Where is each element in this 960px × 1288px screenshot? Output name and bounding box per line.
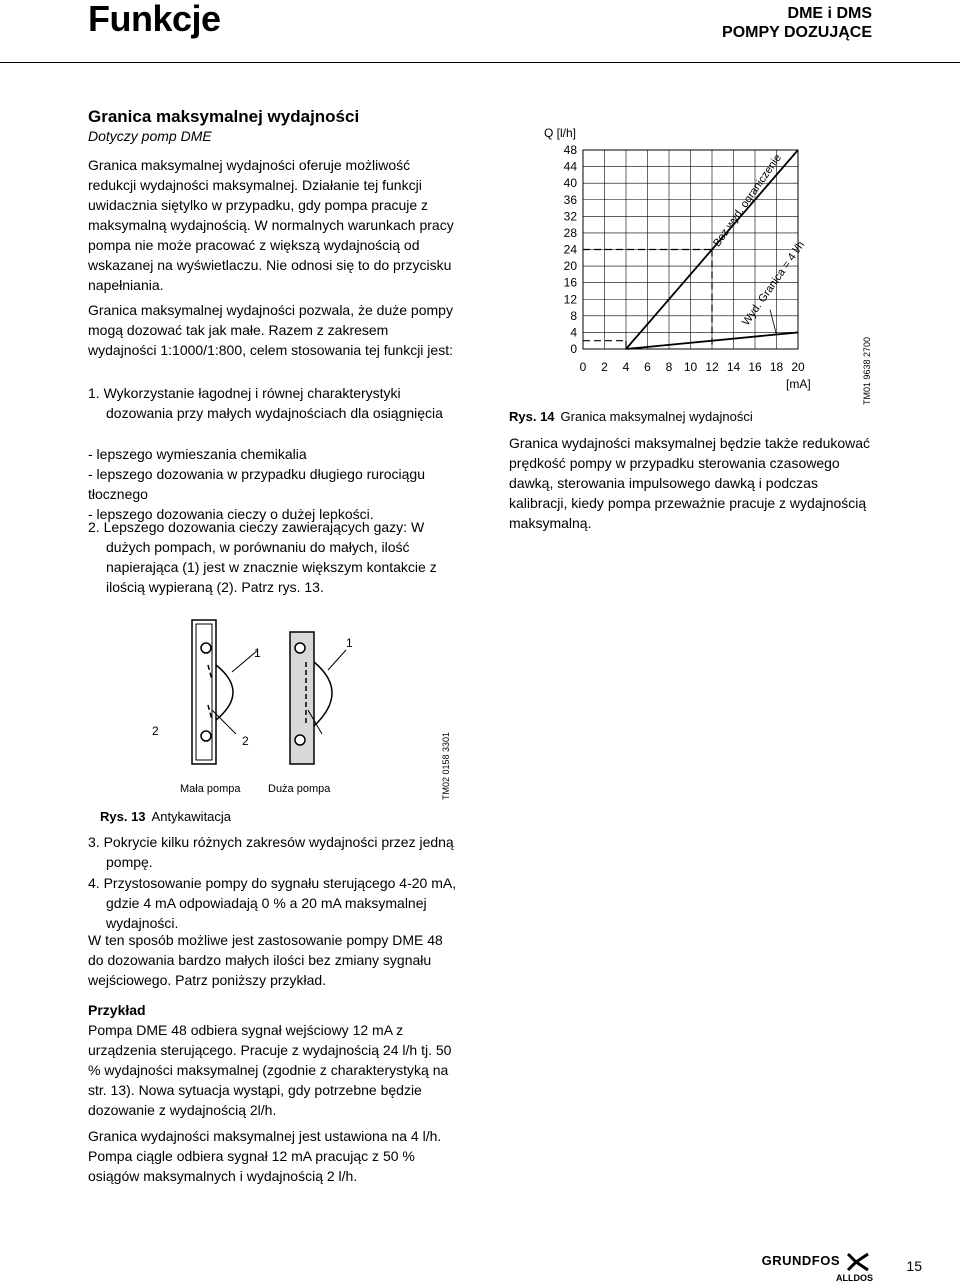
y-tick-label: 36	[563, 192, 577, 207]
example-paragraph-1	[88, 1020, 460, 1120]
x-tick-label: 20	[791, 360, 805, 374]
fig13-mark-1-left: 1	[254, 646, 261, 660]
y-tick-label: 8	[570, 308, 577, 323]
example-1-text: Pompa DME 48 odbiera sygnał wejściowy 12 mA z urządzenia sterującego. Pracuje z wydajnością 24 l/h tj. 50 % wydajności maksymalnej (zgodnie z charakterystyką na str. 13). Nowa sytuacja wystąpi, gdy potrzebne będzie dozowanie z wydajnością 2l/h.	[88, 1022, 452, 1118]
fig14-caption	[509, 409, 753, 424]
item-4-text: 4. Przystosowanie pompy do sygnału sterującego 4-20 mA, gdzie 4 mA odpowiadają 0 % a 20 mA maksymalnej wydajności.	[88, 875, 457, 931]
x-tick-label: 6	[644, 360, 651, 374]
section-title: Granica maksymalnej wydajności	[88, 107, 360, 126]
header-line-1: DME i DMS	[787, 5, 872, 22]
fig13-mark-2-left: 2	[152, 724, 159, 738]
page-number: 15	[906, 1258, 922, 1274]
anticavitation-figure	[140, 610, 380, 790]
large-pump-diagram	[290, 632, 346, 764]
y-tick-label: 12	[563, 292, 577, 307]
grundfos-logo	[762, 1252, 840, 1270]
chart-xlabel: [mA]	[786, 377, 811, 391]
fig13-caption-number: Rys. 13	[100, 809, 146, 824]
alldos-wordmark: ALLDOS	[836, 1273, 873, 1283]
example-title: Przykład	[88, 1002, 146, 1018]
x-tick-label: 14	[726, 360, 741, 374]
series-label-1: Bez wyd. ograniczenie	[711, 152, 785, 250]
item-2-text: 2. Lepszego dozowania cieczy zawierających gazy: W dużych pompach, w porównaniu do małych, ilość napierająca (1) jest w znacznie większym kontakcie z ilością wypieraną (2). Patrz rys. 13.	[88, 519, 437, 595]
y-tick-label: 44	[563, 159, 577, 174]
example-paragraph-2	[88, 1126, 460, 1186]
fig13-label-large: Duża pompa	[268, 783, 331, 795]
purpose-paragraph	[88, 300, 460, 360]
list-item-1-subs	[88, 444, 460, 524]
usage-paragraph-text: W ten sposób możliwe jest zastosowanie pompy DME 48 do dozowania bardzo małych ilości bez zmiany sygnału wejściowego. Patrz poniższy przykład.	[88, 932, 443, 988]
header-divider	[0, 62, 960, 63]
list-item-2	[88, 517, 460, 597]
y-tick-label: 4	[570, 325, 577, 340]
y-tick-label: 28	[563, 225, 577, 240]
y-tick-label: 32	[563, 209, 577, 224]
fig13-caption	[100, 809, 231, 824]
para-1: Granica maksymalnej wydajności oferuje możliwość redukcji wydajności maksymalnej. Działanie tej funkcji uwidacznia siętylko w przypadku, gdy pompa pracuje z maksymalną wydajnością. W normalnych warunkach pracy pompa nie może pracować z większą wydajnością od wskazanej na wyświetlaczu. Nie odnosi się to do przycisku napełniania.	[88, 157, 454, 293]
series-label-2: Wyd. Granica = 4 l/h	[740, 239, 808, 328]
y-tick-label: 40	[563, 176, 577, 191]
section-subtitle: Dotyczy pomp DME	[88, 128, 212, 144]
usage-paragraph	[88, 930, 460, 990]
grundfos-symbol-icon	[846, 1252, 870, 1272]
y-tick-label: 16	[563, 275, 577, 290]
x-tick-label: 4	[622, 360, 630, 374]
list-item-1	[88, 383, 460, 423]
x-tick-label: 18	[769, 360, 784, 374]
y-tick-label: 20	[563, 259, 577, 274]
fig13-caption-text: Antykawitacja	[151, 809, 232, 824]
item-1-sub-3: - lepszego dozowania cieczy o dużej lepkości.	[88, 506, 374, 522]
item-1-text: 1. Wykorzystanie łagodnej i równej charakterystyki dozowania przy małych wydajnościach dla osiągnięcia	[88, 385, 443, 421]
fig13-label-small: Mała pompa	[180, 783, 241, 795]
chart-ylabel: Q [l/h]	[544, 126, 577, 140]
list-item-4	[88, 873, 460, 933]
fig14-caption-text: Granica maksymalnej wydajności	[560, 409, 753, 424]
right-paragraph	[509, 433, 871, 533]
x-tick-label: 8	[665, 360, 673, 374]
fig14-code: TM01 9638 2700	[862, 336, 872, 405]
item-3-text: 3. Pokrycie kilku różnych zakresów wydajności przez jedną pompę.	[88, 834, 454, 870]
list-item-3	[88, 832, 460, 872]
header-product	[722, 4, 872, 42]
intro-paragraph	[88, 155, 460, 295]
fig13-mark-1-right: 1	[346, 636, 353, 650]
x-tick-label: 16	[748, 360, 762, 374]
fig13-code: TM02 0158 3301	[441, 731, 451, 800]
item-1-sub-2: - lepszego dozowania w przypadku długiego rurociągu tłocznego	[88, 466, 425, 502]
page-title: Funkcje	[88, 0, 221, 39]
para-2: Granica maksymalnej wydajności pozwala, że duże pompy mogą dozować tak jak małe. Razem z zakresem wydajności 1:1000/1:800, celem stosowania tej funkcji jest:	[88, 302, 453, 358]
capacity-chart	[535, 120, 825, 410]
fig13-mark-2-right: 2	[242, 734, 249, 748]
y-tick-label: 24	[563, 242, 577, 257]
header-line-2: POMPY DOZUJĄCE	[722, 24, 872, 41]
x-tick-label: 10	[683, 360, 698, 374]
y-tick-label: 48	[563, 143, 577, 157]
series-label-2-leader	[770, 310, 776, 335]
y-tick-label: 0	[570, 342, 577, 356]
item-1-sub-1: - lepszego wymieszania chemikalia	[88, 446, 307, 462]
x-tick-label: 12	[705, 360, 719, 374]
fig14-caption-number: Rys. 14	[509, 409, 555, 424]
x-tick-label: 2	[601, 360, 608, 374]
x-tick-label: 0	[579, 360, 587, 374]
grundfos-wordmark: GRUNDFOS	[761, 1253, 840, 1268]
example-2-text: Granica wydajności maksymalnej jest ustawiona na 4 l/h. Pompa ciągle odbiera sygnał 12 mA pracując z 50 % osiągów maksymalnych i wydajnością 2 l/h.	[88, 1128, 442, 1184]
right-paragraph-text: Granica wydajności maksymalnej będzie także redukować prędkość pompy w przypadku sterowania czasowego dawką, sterowania impulsowego dawką i podczas kalibracji, kiedy pompa przeważnie pracuje z wydajnością maksymalną.	[509, 435, 871, 531]
